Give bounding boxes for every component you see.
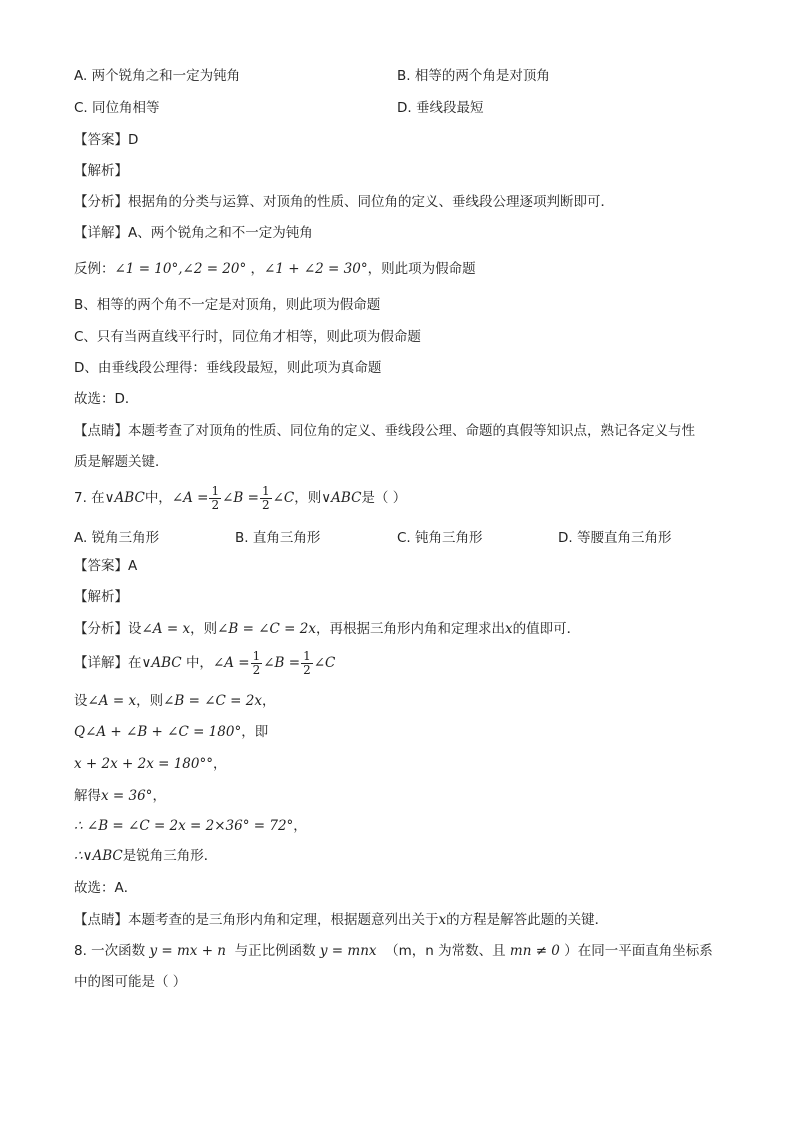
q6-analysis: 【分析】根据角的分类与运算、对顶角的性质、同位角的定义、垂线段公理逐项判断即可． (74, 194, 614, 210)
q7-step3 (74, 754, 226, 774)
q7-dfrac2-den: 2 (303, 662, 311, 677)
q7-fenxi-x: x (504, 621, 513, 637)
q8-cond-prefix: （m，n 为常数、且 (385, 943, 506, 959)
q8-stem-mid: 与正比例函数 (234, 943, 316, 959)
q6-detail-b: B、相等的两个角不一定是对顶角，则此项为假命题 (74, 297, 381, 313)
q6-counter-suffix: ，则此项为假命题 (367, 261, 476, 277)
q7-choose: 故选：A． (74, 880, 138, 896)
q6-counter-example: 反例：∠1 = 10°,∠2 = 20° ，∠1 + ∠2 = 30°，则此项为假命题 (74, 261, 476, 277)
q7-step3-math: x + 2x + 2x = 180°° (74, 756, 213, 772)
q7-frac2-num: 1 (261, 483, 270, 498)
q6-option-a: A. 两个锐角之和一定为钝角 (74, 68, 241, 84)
q7-step6-math: ∴∨ABC (74, 848, 123, 864)
q6-detail-a: 【详解】A、两个锐角之和不一定为钝角 (74, 225, 313, 241)
q7-triangle: ∨ABC (104, 490, 145, 506)
q7-fraction-1 (209, 485, 221, 512)
q7-step1-mid: ，则 (136, 693, 164, 709)
q7-dianjing-x: x (438, 912, 447, 928)
q7-step2 (74, 722, 268, 742)
q7-stem-end: 是（ ） (361, 490, 407, 506)
q7-analysis (74, 619, 580, 639)
q8-stem-prefix: 8. 一次函数 (74, 943, 146, 959)
q7-step5 (74, 816, 307, 836)
q7-dianjing-end: 的方程是解答此题的关键． (446, 912, 609, 928)
q8-cond-math: mn ≠ 0 (509, 943, 560, 959)
q6-counter-sum: ∠1 + ∠2 = 30° (264, 261, 368, 277)
q6-jiexi-heading: 【解析】 (74, 163, 128, 179)
q7-detail-angle-c: ∠C (313, 655, 336, 671)
q7-fenxi-suffix: ，再根据三角形内角和定理求出 (315, 621, 505, 637)
q7-step5-end: ， (293, 818, 307, 834)
q7-dfrac2-num: 1 (303, 648, 311, 663)
q7-detail (74, 648, 335, 678)
q6-counter-math: ∠1 = 10°,∠2 = 20° (114, 261, 247, 277)
q7-step3-end: ， (212, 756, 227, 772)
q7-dfrac1-den: 2 (252, 662, 261, 677)
q7-detail-fraction-1 (251, 650, 263, 677)
q7-fraction-2 (260, 485, 272, 512)
q7-dianjing (74, 910, 608, 930)
q6-option-d: D. 垂线段最短 (397, 100, 484, 116)
q6-dianjing-line1: 【点睛】本题考查了对顶角的性质、同位角的定义、垂线段公理、命题的真假等知识点，熟记各定义与性 (74, 423, 695, 439)
q8-stem-line2: 中的图可能是（ ） (74, 974, 187, 990)
q7-detail-fraction-2 (301, 650, 313, 677)
q7-stem-suffix: ，则 (294, 490, 322, 506)
q7-step1-prefix: 设 (74, 693, 88, 709)
q7-dfrac1-num: 1 (252, 648, 261, 663)
q7-stem (74, 483, 406, 513)
q6-choose: 故选：D． (74, 391, 139, 407)
q8-cond-suffix: ）在同一平面直角坐标系 (564, 943, 713, 959)
q7-step1-m1: ∠A = x (87, 693, 137, 709)
q7-frac1-num: 1 (211, 483, 220, 498)
q7-angle-c: ∠C (272, 490, 295, 506)
q7-detail-prefix: 【详解】在 (74, 655, 142, 671)
q7-angle-b: ∠B = (222, 490, 259, 506)
q7-step6 (74, 846, 217, 866)
q7-step4-end: ， (152, 788, 166, 804)
q6-detail-c: C、只有当两直线平行时，同位角才相等，则此项为假命题 (74, 329, 421, 345)
q7-step6-end: 是锐角三角形． (122, 848, 218, 864)
q7-fenxi-mid: ，则 (190, 621, 218, 637)
q7-step4-prefix: 解得 (74, 788, 101, 804)
q6-counter-prefix: 反例： (74, 261, 115, 277)
q6-answer: 【答案】D (74, 132, 139, 148)
q7-detail-mid: 中， (185, 655, 213, 671)
q7-answer: 【答案】A (74, 558, 138, 574)
q6-option-b: B. 相等的两个角是对顶角 (397, 68, 550, 84)
q7-option-d: D. 等腰直角三角形 (558, 530, 672, 546)
q7-stem-mid: 中， (144, 490, 172, 506)
q7-option-a: A. 锐角三角形 (74, 530, 160, 546)
q7-step4-math: x = 36° (101, 788, 153, 804)
q7-fenxi-m1: ∠A = x (141, 621, 191, 637)
q7-triangle-2: ∨ABC (321, 490, 362, 506)
q7-frac2-den: 2 (261, 497, 270, 512)
q8-linear-function: y = mx + n (149, 943, 226, 959)
q7-detail-angle-a: ∠A = (212, 655, 250, 671)
q7-option-b: B. 直角三角形 (235, 530, 321, 546)
q7-step2-math: Q∠A + ∠B + ∠C = 180° (74, 724, 242, 740)
q7-step1 (74, 691, 275, 711)
q7-detail-tri: ∨ABC (141, 655, 182, 671)
q7-dianjing-prefix: 【点睛】本题考查的是三角形内角和定理，根据题意列出关于 (74, 912, 439, 928)
q7-stem-prefix: 7. 在 (74, 490, 105, 506)
q7-jiexi-heading: 【解析】 (74, 589, 128, 605)
q7-detail-angle-b: ∠B = (263, 655, 301, 671)
q6-detail-d: D、由垂线段公理得：垂线段最短，则此项为真命题 (74, 360, 382, 376)
q6-dianjing-line2: 质是解题关键． (74, 454, 169, 470)
q7-option-c: C. 钝角三角形 (397, 530, 483, 546)
q7-fenxi-prefix: 【分析】设 (74, 621, 142, 637)
q7-step1-end: ， (261, 693, 276, 709)
q7-frac1-den: 2 (211, 497, 220, 512)
q7-step5-math: ∴ ∠B = ∠C = 2x = 2×36° = 72° (74, 818, 294, 834)
q7-fenxi-end: 的值即可． (512, 621, 581, 637)
q7-step1-m2: ∠B = ∠C = 2x (163, 693, 262, 709)
q8-stem-line1 (74, 941, 713, 961)
q6-option-c: C. 同位角相等 (74, 100, 160, 116)
q7-fenxi-m2: ∠B = ∠C = 2x (217, 621, 316, 637)
q8-proportional-function: y = mnx (319, 943, 377, 959)
q7-step4 (74, 786, 166, 806)
q7-step2-end: ，即 (241, 724, 269, 740)
q7-angle-a: ∠A = (171, 490, 209, 506)
